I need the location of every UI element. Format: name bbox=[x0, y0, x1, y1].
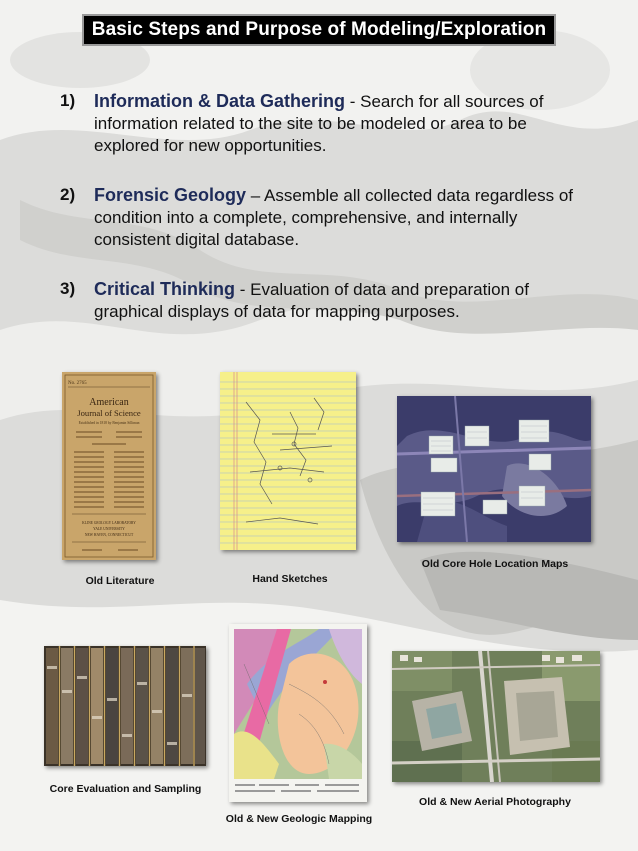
caption-core-evaluation: Core Evaluation and Sampling bbox=[49, 783, 202, 795]
journal-title-line1: American bbox=[89, 397, 129, 408]
journal-cover-image bbox=[62, 372, 156, 560]
step-number: 2) bbox=[60, 185, 76, 204]
step-number: 3) bbox=[60, 279, 76, 298]
journal-established: Established in 1818 by Benjamin Silliman bbox=[78, 421, 140, 425]
step-separator: - bbox=[235, 280, 251, 299]
caption-aerial-photography: Old & New Aerial Photography bbox=[419, 796, 571, 808]
step-item bbox=[60, 90, 580, 157]
step-heading: Critical Thinking bbox=[94, 279, 236, 299]
caption-geologic-mapping: Old & New Geologic Mapping bbox=[225, 813, 373, 825]
step-text: Assemble all collected data regardless of condition into a complete, comprehensive, and internally consistent digital database. bbox=[94, 186, 574, 249]
hand-sketch-image bbox=[220, 372, 356, 550]
core-boxes-image bbox=[44, 646, 206, 766]
step-separator: - bbox=[345, 92, 361, 111]
caption-old-literature: Old Literature bbox=[85, 575, 155, 587]
step-heading: Forensic Geology bbox=[94, 185, 247, 205]
steps-list bbox=[60, 90, 580, 350]
step-item bbox=[60, 278, 580, 323]
journal-publisher-3: NEW HAVEN, CONNECTICUT bbox=[84, 533, 134, 537]
step-separator: – bbox=[246, 186, 265, 205]
caption-core-hole-maps: Old Core Hole Location Maps bbox=[421, 558, 569, 570]
step-text: Search for all sources of information related to the site to be modeled or area to be explored for new opportunities. bbox=[94, 92, 544, 155]
step-item bbox=[60, 184, 580, 251]
geologic-map-image bbox=[229, 624, 367, 802]
journal-publisher-1: KLINE GEOLOGY LABORATORY bbox=[82, 521, 136, 525]
step-text: Evaluation of data and preparation of graphical displays of data for mapping purposes. bbox=[94, 280, 529, 321]
step-number: 1) bbox=[60, 91, 76, 110]
caption-hand-sketches: Hand Sketches bbox=[252, 573, 328, 585]
journal-title-line2: Journal of Science bbox=[77, 408, 141, 418]
journal-header: No. 2765 bbox=[68, 381, 87, 386]
journal-publisher-2: YALE UNIVERSITY bbox=[93, 527, 125, 531]
core-hole-map-image bbox=[397, 396, 591, 542]
step-heading: Information & Data Gathering bbox=[94, 91, 346, 111]
aerial-photo-image bbox=[392, 651, 600, 782]
page-title: Basic Steps and Purpose of Modeling/Exploration bbox=[82, 14, 556, 46]
